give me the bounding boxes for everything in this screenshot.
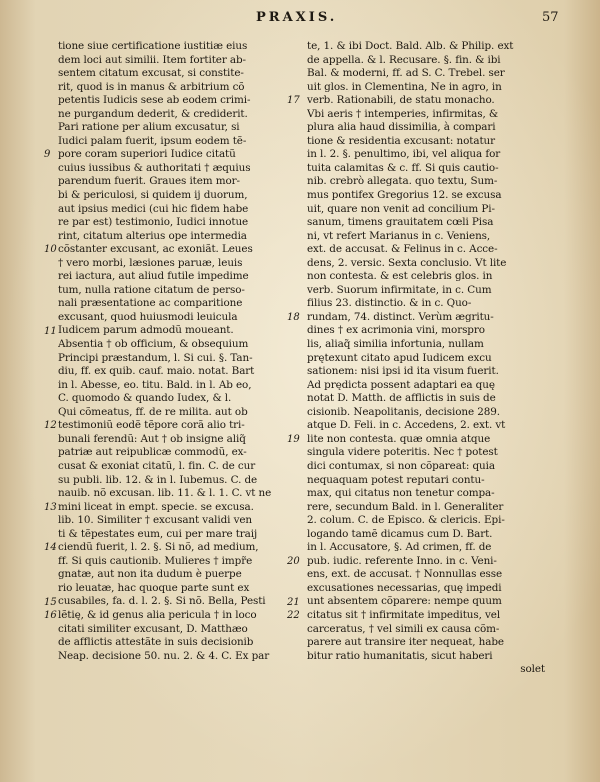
text-line: lite non contesta. quæ omnia atque [307, 432, 491, 445]
text-line: Bal. & moderni, ff. ad S. C. Trebel. ser [307, 67, 505, 80]
text-line: diu, ff. ex quib. cauf. maio. notat. Bart [58, 365, 255, 378]
text-line: dici contumax, si non cõpareat: quia [307, 459, 495, 472]
text-line: rint, citatum alterius ope intermedia [58, 229, 247, 242]
text-line: Pari ratione per alium excusatur, si [58, 121, 240, 134]
text-line: ens, ext. de accusat. † Nonnullas esse [307, 568, 503, 581]
margin-section-number: 21 [287, 596, 300, 608]
text-line: verb. Suorum infirmitate, in c. Cum [307, 283, 492, 296]
text-line: cõstanter excusant, ac exoniãt. Leues [58, 243, 253, 256]
text-line: uit, quare non venit ad concilium Pi- [307, 202, 495, 215]
text-line: C. quomodo & quando Iudex, & l. [58, 392, 232, 405]
margin-section-number: 12 [44, 420, 57, 432]
text-line: lib. 10. Similiter † excusant validi ven [58, 514, 253, 527]
margin-section-number: 15 [44, 596, 57, 608]
text-line: Principi præstandum, l. Si cui. §. Tan- [58, 351, 253, 364]
text-line: testimoniũ eodẽ tẽpore corã alio tri- [58, 419, 245, 432]
text-line: non contesta. & est celebris glos. in [307, 270, 493, 283]
text-line: tione siue certificatione iustitiæ eius [58, 40, 248, 52]
page-header [0, 6, 600, 28]
text-line: atque D. Feli. in c. Accedens, 2. ext. vt [307, 419, 506, 432]
text-line: cusat & exoniat citatũ, l. fin. C. de cur [58, 459, 256, 472]
text-line: lis, aliaq̃ similia infortunia, nullam [307, 338, 484, 351]
text-line: dem loci aut similii. Item fortiter ab- [58, 53, 246, 66]
text-line: mini liceat in empt. specie. se excusa. [58, 500, 254, 513]
right-text-column [307, 40, 565, 677]
text-line: ciendũ fuerit, l. 2. §. Si nõ, ad medium, [58, 541, 259, 554]
text-line: nequaquam potest reputari contu- [307, 473, 485, 486]
text-line: singula videre poteritis. Nec † potest [307, 446, 498, 459]
margin-section-number: 19 [287, 433, 300, 445]
margin-section-number: 22 [287, 610, 300, 622]
text-line: uit glos. in Clementina, Ne in agro, in [307, 80, 502, 93]
text-line: tione & residentia excusant: notatur [307, 134, 495, 147]
text-line: rundam, 74. distinct. Verùm ægritu- [307, 310, 494, 323]
text-line: cuius iussibus & authoritati † æquius [58, 161, 251, 174]
margin-section-number: 20 [287, 555, 300, 567]
text-line: aut ipsius medici (cui hic fidem habe [58, 202, 249, 215]
text-line: de afflictis attestãte in suis decisionib [58, 636, 254, 649]
text-line: ext. de accusat. & Felinus in c. Acce- [307, 243, 498, 256]
text-line: † vero morbi, læsiones paruæ, leuis [58, 256, 243, 269]
text-line: ne purgandum dederit, & crediderit. [58, 107, 248, 120]
text-line: Iudicem parum admodũ moueant. [58, 324, 234, 337]
text-line: Iudici palam fuerit, ipsum eodem tẽ- [58, 134, 247, 147]
text-line: ff. Si quis cautionib. Mulieres † impr̃e [58, 554, 253, 567]
text-line: solet [520, 663, 545, 676]
text-line: re par est) testimonio, Iudici innotue [58, 216, 249, 229]
text-line: max, qui citatus non tenetur compa- [307, 487, 495, 500]
text-line: sentem citatum excusat, si constite- [58, 67, 244, 80]
text-line: cisionib. Neapolitanis, decisione 289. [307, 405, 500, 418]
text-line: dines † ex acrimonia vini, morspro [307, 324, 485, 337]
text-line: gnatæ, aut non ita dudum è puerpe [58, 568, 242, 581]
text-line: in l. Abesse, eo. titu. Bald. in l. Ab eo, [58, 378, 252, 391]
running-head: PRAXIS. [256, 10, 338, 25]
text-line: plura alia haud dissimilia, à compari [307, 121, 496, 134]
text-line: de appella. & l. Recusare. §. fin. & ibi [307, 53, 501, 66]
text-line: Qui cõmeatus, ff. de re milita. aut ob [58, 405, 248, 418]
text-line: prętexunt citato apud Iudicem excu [307, 351, 492, 364]
text-line: citatus sit † infirmitate impeditus, vel [307, 608, 501, 621]
text-line: notat D. Matth. de afflictis in suis de [307, 392, 496, 405]
text-line: pore coram superiori Iudice citatũ [58, 148, 236, 161]
text-line: excusationes necessarias, quę impedi [307, 581, 502, 594]
text-line: carceratus, † vel simili ex causa cõm- [307, 622, 500, 635]
text-line: mus pontifex Gregorius 12. se excusa [307, 189, 502, 202]
text-line: dens, 2. versic. Sexta conclusio. Vt lite [307, 256, 507, 269]
text-line: in l. 2. §. penultimo, ibi, vel aliqua for [307, 148, 501, 161]
text-line: citati similiter excusant, D. Matthæo [58, 622, 248, 635]
text-line: filius 23. distinctio. & in c. Quo- [307, 297, 472, 310]
margin-section-number: 11 [44, 325, 57, 337]
text-line: parere aut transire iter nequeat, habe [307, 636, 504, 649]
text-line: lẽtię, & id genus alia pericula † in loco [58, 608, 257, 621]
text-line: nali præsentatione ac comparitione [58, 297, 243, 310]
text-line: su publi. lib. 12. & in l. Iubemus. C. de [58, 473, 258, 486]
text-line: bunali ferendũ: Aut † ob insigne aliq̃ [58, 432, 246, 445]
text-line: Absentia † ob officium, & obsequium [58, 338, 249, 351]
text-line: bitur ratio humanitatis, sicut haberi [307, 649, 493, 662]
page-number: 57 [542, 10, 559, 25]
margin-section-number: 14 [44, 542, 57, 554]
text-line: sanum, timens grauitatem cœli Pisa [307, 216, 494, 229]
text-line: rit, quod is in manus & arbitrium cõ [58, 80, 245, 93]
text-line: te, 1. & ibi Doct. Bald. Alb. & Philip. ext [307, 40, 514, 52]
text-line: nauib. nõ excusan. lib. 11. & l. 1. C. vt ne [58, 487, 272, 500]
text-line: Ad prędicta possent adaptari ea quę [307, 378, 495, 391]
text-line: unt absentem cõparere: nempe quum [307, 595, 502, 608]
text-line: rio leuatæ, hac quoque parte sunt ex [58, 581, 250, 594]
margin-section-number: 17 [287, 95, 300, 107]
text-line: rere, secundum Bald. in l. Generaliter [307, 500, 504, 513]
text-line: tuita calamitas & c. ff. Si quis cautio- [307, 161, 499, 174]
text-line: patriæ aut reipublicæ commodũ, ex- [58, 446, 247, 459]
text-line: ti & tẽpestates eum, cui per mare traij [58, 527, 258, 540]
text-line: rei iactura, aut aliud futile impedime [58, 270, 249, 283]
text-line: in l. Accusatore, §. Ad crimen, ff. de [307, 541, 492, 554]
left-text-column [58, 40, 286, 663]
text-line: bi & periculosi, si quidem ij duorum, [58, 189, 248, 202]
margin-section-number: 18 [287, 312, 300, 323]
text-line: 2. colum. C. de Episco. & clericis. Epi- [307, 514, 505, 527]
text-line: nib. crebrò allegata. quo textu, Sum- [307, 175, 498, 188]
text-line: parendum fuerit. Graues item mor- [58, 175, 240, 188]
text-line: Neap. decisione 50. nu. 2. & 4. C. Ex par [58, 649, 270, 662]
text-line: verb. Rationabili, de statu monacho. [307, 94, 495, 107]
margin-section-number: 9 [44, 149, 51, 161]
text-line: excusant, quod huiusmodi leuicula [58, 310, 238, 323]
margin-section-number: 16 [44, 610, 57, 622]
text-line: tum, nulla ratione citatum de perso- [58, 283, 245, 296]
text-line: ni, vt refert Marianus in c. Veniens, [307, 229, 491, 242]
text-line: cusabiles, fa. d. l. 2. §. Si nõ. Bella, Pesti [58, 595, 266, 608]
text-line: pub. iudic. referente Inno. in c. Veni- [307, 554, 497, 567]
text-line: petentis Iudicis sese ab eodem crimi- [58, 94, 251, 107]
text-line: sationem: nisi ipsi id ita visum fuerit. [307, 365, 499, 378]
text-line: Vbi aeris † intemperies, infirmitas, & [307, 107, 499, 120]
margin-section-number: 10 [44, 244, 57, 256]
margin-section-number: 13 [44, 501, 57, 513]
text-line: logando tamẽ dicamus cum D. Bart. [307, 527, 493, 540]
